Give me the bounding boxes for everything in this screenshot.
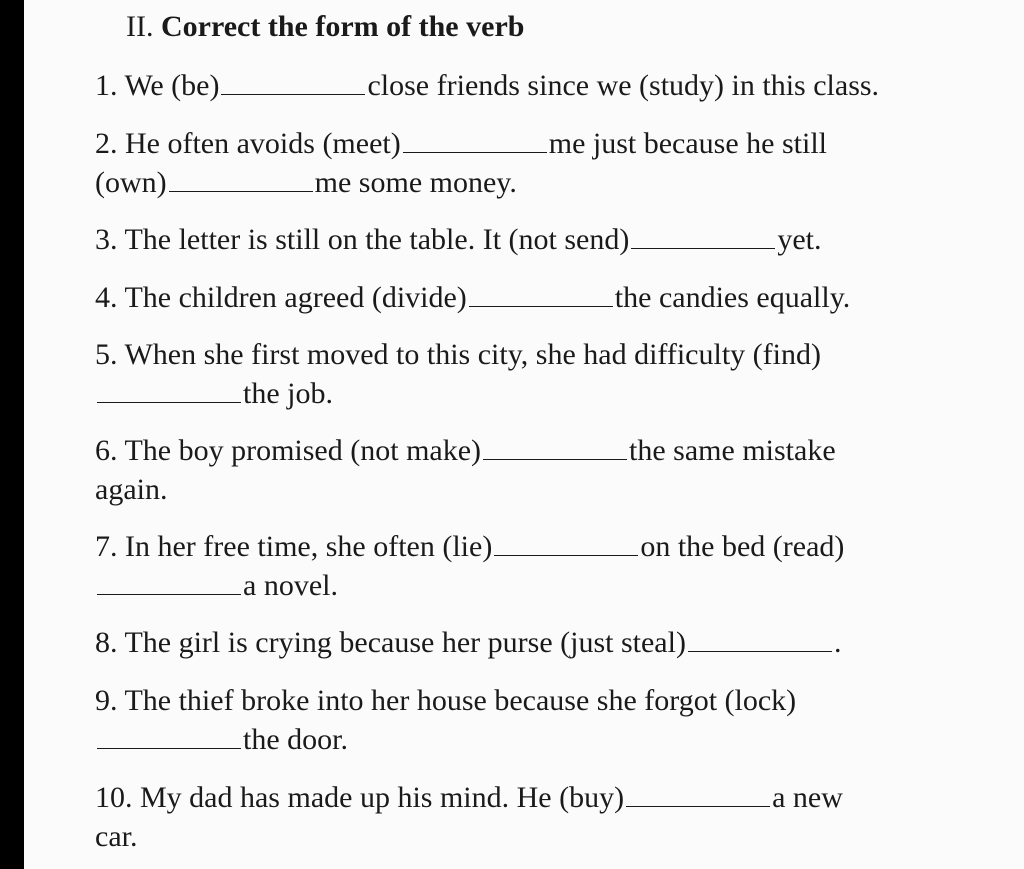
item-text: 4. The children agreed (divide)	[95, 281, 467, 314]
answer-blank[interactable]	[626, 784, 770, 807]
item-text: me just because he still	[548, 127, 827, 160]
exercise-item-line	[95, 376, 333, 412]
answer-blank[interactable]	[97, 380, 241, 403]
answer-blank[interactable]	[97, 726, 241, 749]
answer-blank[interactable]	[469, 284, 613, 307]
exercise-number: II.	[126, 10, 154, 43]
item-text: car.	[95, 820, 138, 853]
exercise-item-line	[95, 568, 338, 604]
item-text: 5. When she first moved to this city, she had difficulty (find)	[95, 338, 821, 371]
exercise-item-line	[95, 222, 822, 258]
answer-blank[interactable]	[631, 226, 775, 249]
item-text: 3. The letter is still on the table. It (not send)	[95, 223, 630, 256]
item-text: on the bed (read)	[640, 530, 845, 563]
exercise-item-line	[95, 68, 879, 104]
item-text: the same mistake	[629, 434, 836, 467]
item-text: .	[833, 626, 842, 659]
exercise-title: Correct the form of the verb	[160, 10, 525, 43]
item-text: 6. The boy promised (not make)	[95, 434, 482, 467]
exercise-item-line	[95, 337, 821, 373]
item-text: yet.	[777, 223, 822, 256]
item-text: the job.	[243, 377, 333, 410]
exercise-item-line	[95, 625, 841, 661]
exercise-heading	[126, 9, 524, 45]
item-text: a novel.	[243, 569, 338, 602]
exercise-item-line	[95, 433, 836, 469]
exercise-item-line	[95, 126, 827, 162]
exercise-item-line	[95, 165, 517, 201]
answer-blank[interactable]	[221, 72, 365, 95]
item-text: the candies equally.	[614, 281, 851, 314]
answer-blank[interactable]	[688, 629, 832, 652]
answer-blank[interactable]	[97, 572, 241, 595]
exercise-item-line	[95, 472, 167, 508]
exercise-item-line	[95, 722, 348, 758]
answer-blank[interactable]	[403, 130, 547, 153]
answer-blank[interactable]	[483, 437, 627, 460]
item-text: the door.	[243, 723, 348, 756]
item-text: again.	[95, 473, 168, 506]
item-text: a new	[772, 781, 843, 814]
item-text: (own)	[95, 166, 167, 199]
item-text: 9. The thief broke into her house because she forgot (lock)	[95, 684, 797, 717]
exercise-item-line	[95, 683, 796, 719]
item-text: 7. In her free time, she often (lie)	[95, 530, 493, 563]
item-text: 10. My dad has made up his mind. He (buy)	[95, 781, 625, 814]
answer-blank[interactable]	[169, 169, 313, 192]
answer-blank[interactable]	[494, 533, 638, 556]
item-text: close friends since we (study) in this class.	[367, 69, 880, 102]
item-text: me some money.	[314, 166, 517, 199]
item-text: 2. He often avoids (meet)	[95, 127, 401, 160]
item-text: 8. The girl is crying because her purse (just steal)	[95, 626, 686, 659]
exercise-item-line	[95, 780, 843, 816]
exercise-item-line	[95, 280, 850, 316]
exercise-item-line	[95, 819, 137, 855]
item-text: 1. We (be)	[95, 69, 220, 102]
exercise-item-line	[95, 529, 844, 565]
